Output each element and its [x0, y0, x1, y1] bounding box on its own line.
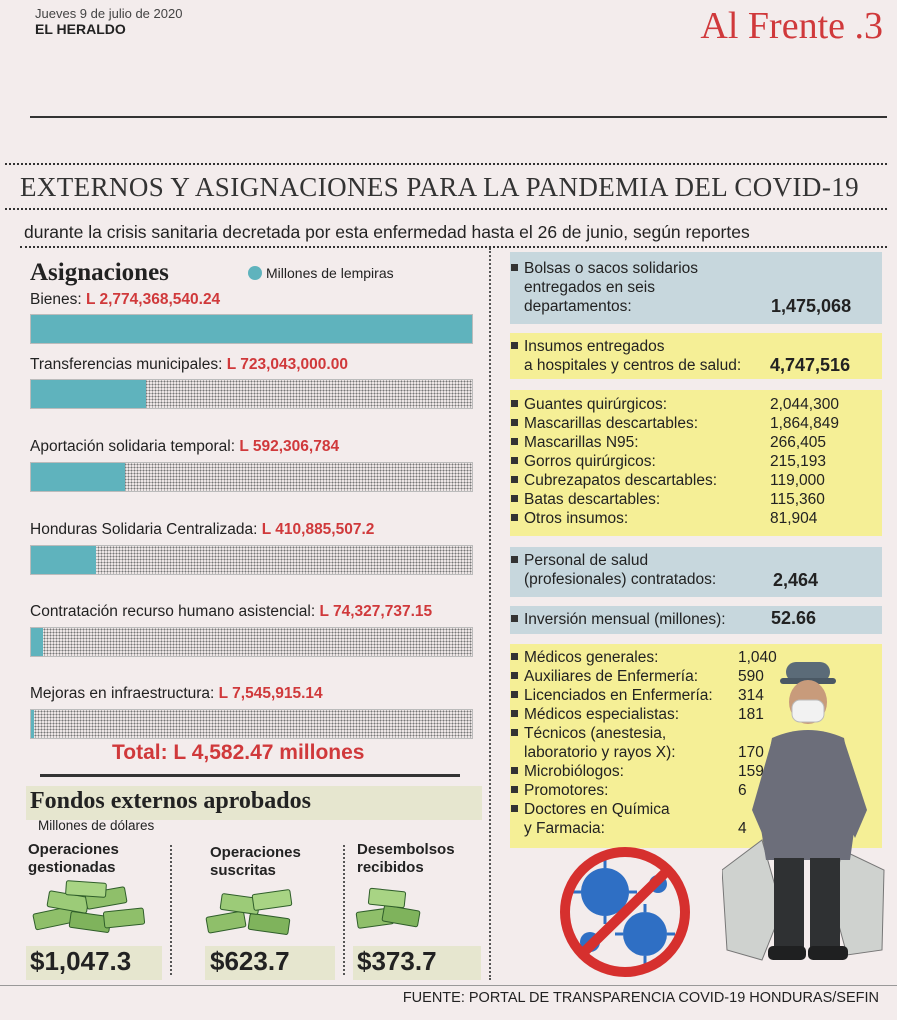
insumos-value: 4,747,516	[770, 355, 851, 375]
list-item: Promotores:	[511, 781, 713, 800]
worker-figure	[722, 660, 887, 985]
virus-prohibited-icon	[550, 844, 700, 985]
bar-transferencias	[30, 379, 473, 409]
list-item: Batas descartables:	[511, 490, 717, 509]
column-divider	[489, 248, 491, 980]
publication-date: Jueves 9 de julio de 2020	[35, 6, 183, 21]
list-item: Otros insumos:	[511, 509, 717, 528]
asignaciones-title: Asignaciones	[30, 259, 169, 286]
bar-bienes	[30, 314, 473, 344]
page-subtitle: durante la crisis sanitaria decretada por esta enfermedad hasta el 26 de junio, según reportes	[24, 222, 750, 242]
profesionales-list: Médicos generales: Auxiliares de Enfermería: Licenciados en Enfermería: Médicos especialistas: Técnicos (anestesia, laboratorio y rayos X): Microbiólogos: Promotores: Doctores en Química y Farmacia:	[511, 648, 713, 838]
list-item: Microbiólogos:	[511, 762, 713, 781]
list-item: Mascarillas descartables:	[511, 414, 717, 433]
fondos-col-2-label: Operaciones suscritas	[210, 844, 301, 879]
list-item: Licenciados en Enfermería:	[511, 686, 713, 705]
header-rule	[30, 116, 887, 118]
bar-fill-transferencias	[31, 380, 146, 408]
newspaper-name: EL HERALDO	[35, 21, 126, 37]
fondos-divider-1	[170, 845, 172, 975]
bar-honduras-solidaria	[30, 545, 473, 575]
fondos-col-1-value: $1,047.3	[30, 946, 132, 976]
fondos-subtitle: Millones de dólares	[38, 818, 155, 833]
bar-label-honduras-solidaria: Honduras Solidaria Centralizada: L 410,885,507.2	[30, 521, 375, 538]
section-rule	[40, 774, 460, 777]
bar-fill-contratacion	[31, 628, 43, 656]
list-item: Doctores en Química	[511, 800, 713, 819]
asignaciones-total: Total: L 4,582.47 millones	[112, 741, 365, 764]
subtitle-dots	[20, 246, 887, 248]
list-item: Guantes quirúrgicos:	[511, 395, 717, 414]
money-stack-icon	[30, 880, 150, 942]
list-item: Auxiliares de Enfermería:	[511, 667, 713, 686]
bar-label-transferencias: Transferencias municipales: L 723,043,000.00	[30, 356, 348, 373]
list-item: Mascarillas N95:	[511, 433, 717, 452]
personal-label: Personal de salud (profesionales) contratados:	[511, 551, 716, 589]
page-title: EXTERNOS Y ASIGNACIONES PARA LA PANDEMIA DEL COVID-19	[20, 172, 860, 202]
section-title: Al Frente .3	[700, 5, 883, 47]
bar-aportacion	[30, 462, 473, 492]
footer-rule	[0, 985, 897, 986]
bolsas-value: 1,475,068	[771, 296, 852, 316]
list-item: Médicos generales:	[511, 648, 713, 667]
list-item: Gorros quirúrgicos:	[511, 452, 717, 471]
bar-label-aportacion: Aportación solidaria temporal: L 592,306,784	[30, 438, 340, 455]
title-bottom-dots	[5, 208, 887, 210]
bar-fill-bienes	[31, 315, 472, 343]
fondos-title: Fondos externos aprobados	[30, 788, 311, 814]
inversion-value: 52.66	[771, 608, 817, 628]
list-item: Médicos especialistas:	[511, 705, 713, 724]
legend-label: Millones de lempiras	[266, 265, 394, 281]
insumos-list	[511, 395, 717, 528]
fondos-col-1-label: Operaciones gestionadas	[28, 841, 119, 876]
bar-label-contratacion: Contratación recurso humano asistencial: L 74,327,737.15	[30, 603, 433, 620]
bar-fill-aportacion	[31, 463, 125, 491]
fondos-col-3-value: $373.7	[357, 946, 437, 976]
bar-contratacion	[30, 627, 473, 657]
fondos-col-3-label: Desembolsos recibidos	[357, 841, 455, 876]
personal-value: 2,464	[773, 570, 819, 590]
fondos-divider-2	[343, 845, 345, 975]
list-item: Cubrezapatos descartables:	[511, 471, 717, 490]
source-credit: FUENTE: PORTAL DE TRANSPARENCIA COVID-19 HONDURAS/SEFIN	[402, 990, 879, 1006]
fondos-col-2-value: $623.7	[210, 946, 290, 976]
inversion-label: Inversión mensual (millones):	[511, 610, 726, 629]
bolsas-label: Bolsas o sacos solidarios entregados en seis departamentos:	[511, 259, 698, 316]
profesionales-values: 1,040 590 314 181 170 159 6 4	[738, 649, 777, 837]
insumos-values: 2,044,300 1,864,849 266,405 215,193 119,000 115,360 81,904	[770, 396, 839, 527]
bar-mejoras	[30, 709, 473, 739]
money-stack-icon	[355, 884, 423, 936]
list-item: Técnicos (anestesia,	[511, 724, 713, 743]
bar-label-mejoras: Mejoras en infraestructura: L 7,545,915.14	[30, 685, 323, 702]
title-top-dots	[5, 163, 887, 165]
money-stack-icon	[205, 884, 297, 942]
insumos-label: Insumos entregados a hospitales y centros de salud:	[511, 337, 741, 375]
legend-swatch	[248, 266, 262, 280]
bar-fill-mejoras	[31, 710, 34, 738]
bar-label-bienes: Bienes: L 2,774,368,540.24	[30, 291, 221, 308]
bar-fill-honduras-solidaria	[31, 546, 96, 574]
